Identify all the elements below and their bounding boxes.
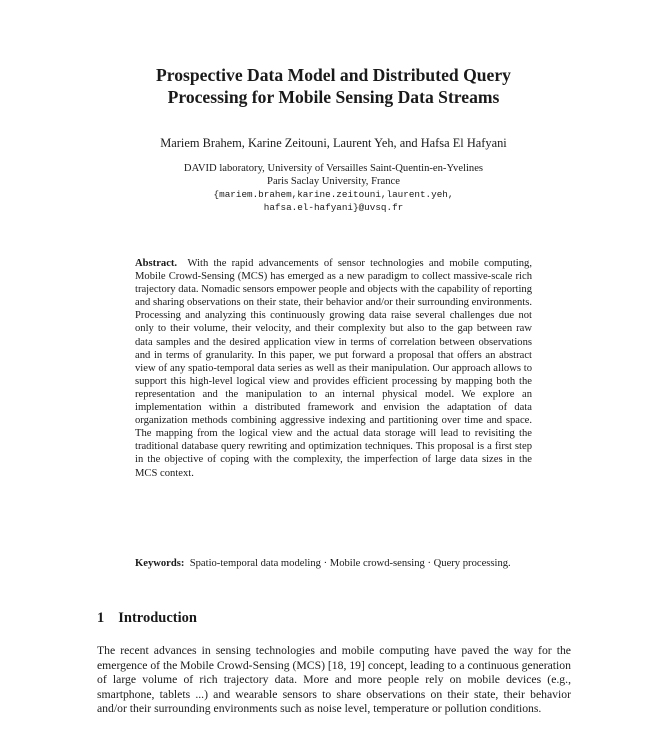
author-list: Mariem Brahem, Karine Zeitouni, Laurent Yeh, and Hafsa El Hafyani — [160, 136, 507, 150]
affiliation-line-2: Paris Saclay University, France — [267, 176, 400, 187]
paper-title — [60, 64, 607, 108]
email-line-2: hafsa.el-hafyani}@uvsq.fr — [263, 202, 404, 213]
keywords-text: Spatio-temporal data modeling · Mobile crowd-sensing · Query processing. — [189, 558, 511, 569]
section-number: 1 — [97, 610, 105, 626]
keywords-block — [135, 557, 532, 570]
keywords-label: Keywords: — [135, 558, 185, 569]
section-title: Introduction — [118, 610, 197, 626]
abstract-text: With the rapid advancements of sensor technologies and mobile computing, Mobile Crowd-Sensing (MCS) has emerged as a new paradigm to collect massive-scale rich trajectory data. Nomadic sensors empower people and objects with the capability of reporting and sharing observations on their state, their behavior and/or their surrounding environments. Processing and analyzing this continuously growing data raise several challenges due not only to their volume, their velocity, and their complexity but also to the gap between raw data samples and the desired application view in terms of correlation between observations and in terms of granularity. In this paper, we put forward a proposal that offers an abstract view of any spatio-temporal data series as well as their manipulation. Our approach allows to support this high-level logical view and provides efficient processing by mapping both the representation and the manipulation to an internal physical model. We explore an implementation within a distributed framework and envision the adaptation of data organization methods combining aggressive indexing and partitioning over time and space. The mapping from the logical view and the actual data storage will lead to revisiting the traditional database query rewriting and optimization techniques. This proposal is a first step in the objective of coping with the complexity, the imperfection of large data sizes in the MCS context. — [135, 258, 532, 479]
title-line-1: Prospective Data Model and Distributed Query — [156, 65, 511, 85]
abstract-label: Abstract. — [135, 258, 178, 269]
section-heading — [97, 609, 197, 627]
email-line-1: {mariem.brahem,karine.zeitouni,laurent.yeh, — [213, 189, 454, 200]
title-line-2: Processing for Mobile Sensing Data Streams — [167, 87, 500, 107]
affiliation — [60, 162, 607, 214]
affiliation-line-1: DAVID laboratory, University of Versailles Saint-Quentin-en-Yvelines — [183, 163, 484, 174]
intro-body — [97, 644, 571, 717]
abstract-block — [135, 257, 532, 480]
intro-paragraph: The recent advances in sensing technologies and mobile computing have paved the way for the emergence of the Mobile Crowd-Sensing (MCS) [18, 19] concept, leading to a continuous generation of large volume of rich trajectory data. More and more people rely on mobile devices (e.g., smartphone, tablets ...) and wearable sensors to share observations on their state, their behavior and/or their surrounding environments such as noise level, temperature or pollution conditions. — [97, 644, 571, 716]
